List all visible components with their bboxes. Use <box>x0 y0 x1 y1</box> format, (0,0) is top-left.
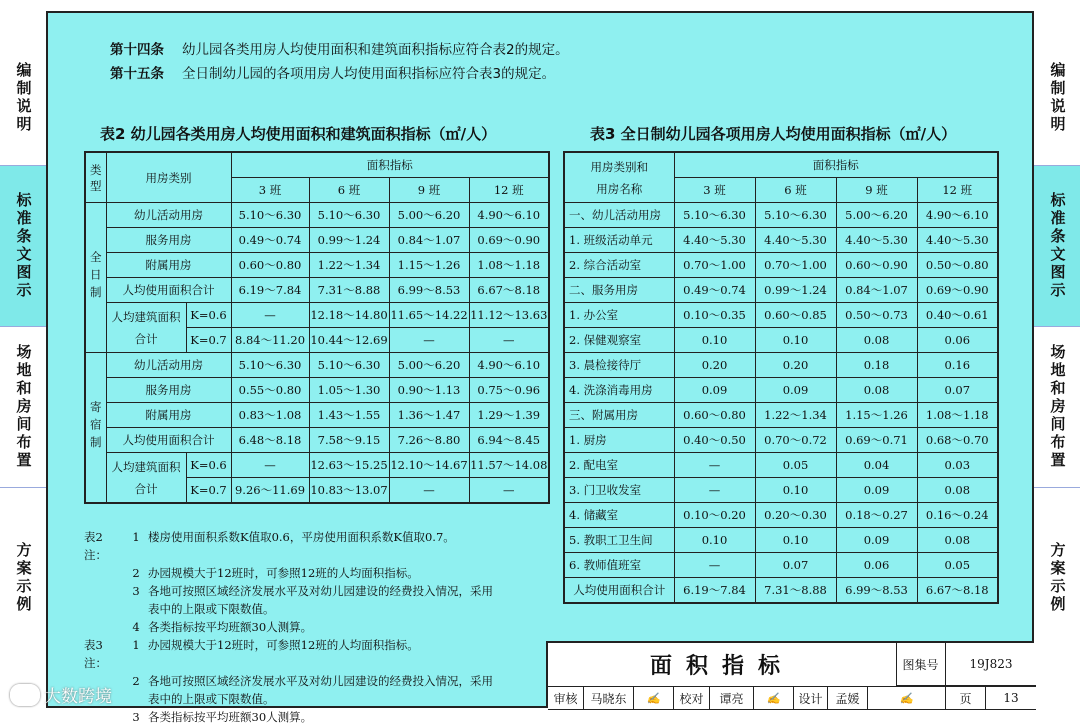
table3-value-cell: 0.06 <box>836 553 917 578</box>
page-number: 13 <box>986 686 1036 710</box>
table2-value-cell: 5.10～6.30 <box>231 203 309 228</box>
table3-value-cell: 0.40～0.61 <box>917 303 998 328</box>
table2-value-cell: 0.55～0.80 <box>231 378 309 403</box>
table-row <box>85 453 549 478</box>
checker-signature: ✍ <box>754 686 794 710</box>
table-row <box>564 353 998 378</box>
table3-value-cell: 5.00～6.20 <box>836 203 917 228</box>
table3-room-name: 3. 门卫收发室 <box>564 478 674 503</box>
sidebar-tab-site-layout[interactable]: 场地和房间布置 <box>14 344 33 470</box>
table3-value-cell: 0.20～0.30 <box>755 503 836 528</box>
table3-room-name: 3. 晨检接待厅 <box>564 353 674 378</box>
table3-value-cell: 0.08 <box>836 378 917 403</box>
note-line <box>84 564 563 582</box>
table2-value-cell: 5.10～6.30 <box>309 353 389 378</box>
table2-value-cell: 1.29～1.39 <box>469 403 549 428</box>
table3-room-name: 1. 办公室 <box>564 303 674 328</box>
note-number: 4 <box>132 620 140 634</box>
note-line <box>84 690 563 708</box>
table3-value-cell: 0.99～1.24 <box>755 278 836 303</box>
table3-value-cell: 4.40～5.30 <box>917 228 998 253</box>
table3-value-cell: 4.40～5.30 <box>836 228 917 253</box>
table3-value-cell: 0.18～0.27 <box>836 503 917 528</box>
table3-value-cell: 0.49～0.74 <box>674 278 755 303</box>
table3 <box>563 151 999 604</box>
watermark: 大数跨境 <box>10 682 112 707</box>
table2-value-cell: 7.31～8.88 <box>309 278 389 303</box>
table3-value-cell: 7.31～8.88 <box>755 578 836 604</box>
note-text: 办园规模大于12班时，可参照12班的人均面积指标。 <box>148 638 419 652</box>
sidebar-tab-compilation-right[interactable]: 编制说明 <box>1048 61 1067 134</box>
table2-value-cell: 0.99～1.24 <box>309 228 389 253</box>
title-block <box>546 641 1034 708</box>
table-row <box>564 428 998 453</box>
sidebar-tab-compilation[interactable]: 编制说明 <box>14 61 33 134</box>
note-number: 2 <box>132 566 140 580</box>
table2-value-cell: 12.10～14.67 <box>389 453 469 478</box>
table3-value-cell: 0.69～0.71 <box>836 428 917 453</box>
table3-value-cell: 0.10 <box>755 478 836 503</box>
table2-value-cell: 0.60～0.80 <box>231 253 309 278</box>
table-row <box>85 403 549 428</box>
atlas-number: 19J823 <box>946 643 1036 686</box>
table2-k-value: K=0.7 <box>186 478 231 504</box>
table2-value-cell: 6.67～8.18 <box>469 278 549 303</box>
table2-value-cell: 6.48～8.18 <box>231 428 309 453</box>
table3-value-cell: 0.06 <box>917 328 998 353</box>
table3-value-cell: 5.10～6.30 <box>674 203 755 228</box>
note-line <box>84 708 563 726</box>
table3-room-name: 一、幼儿活动用房 <box>564 203 674 228</box>
table2-value-cell: — <box>389 328 469 353</box>
table3-value-cell: 0.07 <box>755 553 836 578</box>
table2-value-cell: 6.99～8.53 <box>389 278 469 303</box>
table2-caption: 表2 幼儿园各类用房人均使用面积和建筑面积指标（㎡/人） <box>100 125 497 143</box>
design-label: 设计 <box>794 686 828 710</box>
table2-value-cell: — <box>231 453 309 478</box>
table2-value-cell: 7.58～9.15 <box>309 428 389 453</box>
table2-value-cell: 9.26～11.69 <box>231 478 309 504</box>
left-sidebar <box>0 0 46 715</box>
table-row <box>564 303 998 328</box>
table3-class-header: 6 班 <box>755 178 836 203</box>
table3-value-cell: 0.10～0.35 <box>674 303 755 328</box>
atlas-label: 图集号 <box>896 643 946 686</box>
table3-value-cell: 0.20 <box>674 353 755 378</box>
table3-value-cell: 0.20 <box>755 353 836 378</box>
table3-value-cell: 0.18 <box>836 353 917 378</box>
table-row <box>564 528 998 553</box>
table-row <box>85 303 549 328</box>
table2-class-header: 12 班 <box>469 178 549 203</box>
table2-k-value: K=0.6 <box>186 453 231 478</box>
table3-value-cell: 6.67～8.18 <box>917 578 998 604</box>
table3-value-cell: 0.08 <box>917 478 998 503</box>
table3-room-name: 1. 厨房 <box>564 428 674 453</box>
table-row <box>564 203 998 228</box>
table3-value-cell: 0.09 <box>836 528 917 553</box>
table-row <box>564 253 998 278</box>
note-text: 表中的上限或下限数值。 <box>148 602 275 616</box>
note-prefix <box>84 582 124 600</box>
table-row <box>85 278 549 303</box>
table2-value-cell: 4.90～6.10 <box>469 353 549 378</box>
table2-value-cell: 0.90～1.13 <box>389 378 469 403</box>
table3-value-cell: 0.10 <box>755 328 836 353</box>
table2 <box>84 151 550 504</box>
table3-room-name: 二、服务用房 <box>564 278 674 303</box>
table2-room-name: 幼儿活动用房 <box>106 353 231 378</box>
table2-value-cell: 0.83～1.08 <box>231 403 309 428</box>
table2-type-cell: 寄宿制 <box>85 353 106 504</box>
table3-value-cell: 0.70～0.72 <box>755 428 836 453</box>
table3-value-cell: 0.60～0.80 <box>674 403 755 428</box>
table-row <box>564 228 998 253</box>
page-label: 页 <box>946 686 986 710</box>
table2-value-cell: 12.18～14.80 <box>309 303 389 328</box>
table3-room-name: 2. 配电室 <box>564 453 674 478</box>
table3-value-cell: — <box>674 553 755 578</box>
table2-class-header: 3 班 <box>231 178 309 203</box>
table3-value-cell: 0.05 <box>917 553 998 578</box>
table2-value-cell: 8.84～11.20 <box>231 328 309 353</box>
table2-header-room: 用房类别 <box>106 152 231 203</box>
note-text: 表中的上限或下限数值。 <box>148 692 275 706</box>
right-sidebar <box>1034 0 1080 715</box>
watermark-logo-icon <box>10 684 40 706</box>
note-prefix <box>84 618 124 636</box>
table3-header-area: 面积指标 <box>674 152 998 178</box>
note-text: 楼房使用面积系数K值取0.6，平房使用面积系数K值取0.7。 <box>148 530 455 544</box>
table3-value-cell: 0.16 <box>917 353 998 378</box>
note-line <box>84 528 563 564</box>
table2-build-label: 人均建筑面积合计 <box>106 303 186 353</box>
table3-value-cell: 4.90～6.10 <box>917 203 998 228</box>
table2-value-cell: — <box>389 478 469 504</box>
note-line <box>84 636 563 672</box>
sidebar-tab-scheme-examples[interactable]: 方案示例 <box>14 542 33 614</box>
table2-value-cell: 5.10～6.30 <box>309 203 389 228</box>
table3-value-cell: — <box>674 453 755 478</box>
table2-header-area: 面积指标 <box>231 152 549 178</box>
table2-value-cell: 5.10～6.30 <box>231 353 309 378</box>
sidebar-tab-site-layout-right[interactable]: 场地和房间布置 <box>1048 344 1067 470</box>
table2-header-type: 类型 <box>85 152 106 203</box>
table3-value-cell: 0.07 <box>917 378 998 403</box>
table2-room-name: 附属用房 <box>106 253 231 278</box>
note-prefix <box>84 708 124 726</box>
reviewer-signature: ✍ <box>634 686 674 710</box>
note-line <box>84 600 563 618</box>
table-row <box>564 278 998 303</box>
table3-value-cell: 5.10～6.30 <box>755 203 836 228</box>
table2-value-cell: 11.57～14.08 <box>469 453 549 478</box>
table3-room-name: 人均使用面积合计 <box>564 578 674 604</box>
table3-value-cell: 0.08 <box>836 328 917 353</box>
table3-value-cell: 0.40～0.50 <box>674 428 755 453</box>
table2-value-cell: 10.83～13.07 <box>309 478 389 504</box>
table2-value-cell: 1.15～1.26 <box>389 253 469 278</box>
note-number: 1 <box>132 530 140 544</box>
table3-value-cell: 0.10 <box>755 528 836 553</box>
table-row <box>564 328 998 353</box>
table3-value-cell: 0.10～0.20 <box>674 503 755 528</box>
table-row <box>564 553 998 578</box>
table3-value-cell: 0.03 <box>917 453 998 478</box>
table3-value-cell: 1.22～1.34 <box>755 403 836 428</box>
note-line <box>84 582 563 600</box>
table2-build-label: 人均建筑面积合计 <box>106 453 186 504</box>
table2-class-header: 6 班 <box>309 178 389 203</box>
table3-room-name: 三、附属用房 <box>564 403 674 428</box>
note-text: 各类指标按平均班额30人测算。 <box>148 710 313 724</box>
table2-value-cell: 1.05～1.30 <box>309 378 389 403</box>
table2-value-cell: 6.19～7.84 <box>231 278 309 303</box>
note-number: 3 <box>132 584 140 598</box>
table3-class-header: 12 班 <box>917 178 998 203</box>
table3-room-name: 4. 储藏室 <box>564 503 674 528</box>
table2-value-cell: 10.44～12.69 <box>309 328 389 353</box>
note-prefix <box>84 564 124 582</box>
table2-value-cell: 5.00～6.20 <box>389 353 469 378</box>
table3-value-cell: 0.09 <box>755 378 836 403</box>
table3-class-header: 9 班 <box>836 178 917 203</box>
note-number: 1 <box>132 638 140 652</box>
table2-value-cell: — <box>231 303 309 328</box>
table3-value-cell: 0.70～1.00 <box>674 253 755 278</box>
sidebar-tab-scheme-examples-right[interactable]: 方案示例 <box>1048 542 1067 614</box>
table2-value-cell: — <box>469 478 549 504</box>
table3-value-cell: 1.15～1.26 <box>836 403 917 428</box>
table2-value-cell: 1.36～1.47 <box>389 403 469 428</box>
review-label: 审核 <box>548 686 584 710</box>
table3-value-cell: — <box>674 478 755 503</box>
drawing-title: 面积指标 <box>548 643 897 686</box>
table-row <box>85 353 549 378</box>
note-text: 各地可按照区域经济发展水平及对幼儿园建设的经费投入情况，采用 <box>148 584 493 598</box>
table3-value-cell: 0.84～1.07 <box>836 278 917 303</box>
note-line <box>84 618 563 636</box>
table3-value-cell: 0.08 <box>917 528 998 553</box>
table3-value-cell: 0.04 <box>836 453 917 478</box>
table3-value-cell: 0.09 <box>836 478 917 503</box>
table-row <box>564 378 998 403</box>
sidebar-tab-standard-clauses[interactable]: 标准条文图示 <box>0 166 46 326</box>
table2-k-value: K=0.6 <box>186 303 231 328</box>
table2-value-cell: 11.65～14.22 <box>389 303 469 328</box>
table2-k-value: K=0.7 <box>186 328 231 353</box>
table2-value-cell: 5.00～6.20 <box>389 203 469 228</box>
check-label: 校对 <box>674 686 710 710</box>
table2-type-cell: 全日制 <box>85 203 106 353</box>
table3-value-cell: 6.19～7.84 <box>674 578 755 604</box>
designer-signature: ✍ <box>868 686 946 710</box>
note-number: 3 <box>132 710 140 724</box>
table3-value-cell: 0.60～0.90 <box>836 253 917 278</box>
table3-room-name: 2. 综合活动室 <box>564 253 674 278</box>
note-prefix: 表3注： <box>84 638 107 670</box>
table3-value-cell: 0.05 <box>755 453 836 478</box>
table-row <box>85 203 549 228</box>
table2-room-name: 服务用房 <box>106 378 231 403</box>
table-row <box>85 378 549 403</box>
table2-value-cell: 0.49～0.74 <box>231 228 309 253</box>
note-number <box>124 690 148 708</box>
note-number: 2 <box>132 674 140 688</box>
table3-value-cell: 0.69～0.90 <box>917 278 998 303</box>
table3-room-name: 4. 洗涤消毒用房 <box>564 378 674 403</box>
table2-value-cell: 4.90～6.10 <box>469 203 549 228</box>
note-text: 各地可按照区域经济发展水平及对幼儿园建设的经费投入情况，采用 <box>148 674 493 688</box>
table3-value-cell: 0.50～0.73 <box>836 303 917 328</box>
table3-room-name: 6. 教师值班室 <box>564 553 674 578</box>
table3-value-cell: 0.50～0.80 <box>917 253 998 278</box>
table-row <box>564 578 998 604</box>
table3-value-cell: 4.40～5.30 <box>674 228 755 253</box>
table-row <box>85 228 549 253</box>
reviewer-name: 马晓东 <box>584 686 634 710</box>
designer-name: 孟媛 <box>828 686 868 710</box>
sidebar-tab-standard-clauses-right[interactable]: 标准条文图示 <box>1034 166 1080 326</box>
table2-class-header: 9 班 <box>389 178 469 203</box>
table2-value-cell: 1.08～1.18 <box>469 253 549 278</box>
note-prefix: 表2注： <box>84 530 107 562</box>
table-row <box>564 453 998 478</box>
table-row <box>85 428 549 453</box>
table-row <box>85 253 549 278</box>
table3-value-cell: 4.40～5.30 <box>755 228 836 253</box>
checker-name: 谭亮 <box>710 686 754 710</box>
clause-15: 第十五条 全日制幼儿园的各项用房人均使用面积指标应符合表3的规定。 <box>110 66 556 82</box>
note-text: 各类指标按平均班额30人测算。 <box>148 620 313 634</box>
table2-value-cell: 0.84～1.07 <box>389 228 469 253</box>
table3-class-header: 3 班 <box>674 178 755 203</box>
table3-value-cell: 0.10 <box>674 528 755 553</box>
table-row <box>564 403 998 428</box>
notes-block <box>84 528 563 726</box>
table2-room-name: 人均使用面积合计 <box>106 428 231 453</box>
table2-value-cell: 12.63～15.25 <box>309 453 389 478</box>
table2-room-name: 服务用房 <box>106 228 231 253</box>
table2-room-name: 幼儿活动用房 <box>106 203 231 228</box>
table3-room-name: 5. 教职工卫生间 <box>564 528 674 553</box>
note-number <box>124 600 148 618</box>
table3-caption: 表3 全日制幼儿园各项用房人均使用面积指标（㎡/人） <box>590 125 957 143</box>
table3-value-cell: 0.68～0.70 <box>917 428 998 453</box>
table3-value-cell: 0.70～1.00 <box>755 253 836 278</box>
table3-room-name: 2. 保健观察室 <box>564 328 674 353</box>
clause-14: 第十四条 幼儿园各类用房人均使用面积和建筑面积指标应符合表2的规定。 <box>110 42 569 58</box>
table2-value-cell: 11.12～13.63 <box>469 303 549 328</box>
note-prefix <box>84 600 124 618</box>
table2-room-name: 附属用房 <box>106 403 231 428</box>
table2-value-cell: 0.69～0.90 <box>469 228 549 253</box>
table2-value-cell: 1.43～1.55 <box>309 403 389 428</box>
table2-value-cell: 1.22～1.34 <box>309 253 389 278</box>
table3-room-name: 1. 班级活动单元 <box>564 228 674 253</box>
note-text: 办园规模大于12班时，可参照12班的人均面积指标。 <box>148 566 419 580</box>
table3-value-cell: 0.09 <box>674 378 755 403</box>
table-row <box>564 503 998 528</box>
table2-value-cell: 6.94～8.45 <box>469 428 549 453</box>
table3-value-cell: 0.10 <box>674 328 755 353</box>
table2-value-cell: 7.26～8.80 <box>389 428 469 453</box>
table-row <box>564 478 998 503</box>
table3-value-cell: 0.16～0.24 <box>917 503 998 528</box>
table3-value-cell: 6.99～8.53 <box>836 578 917 604</box>
table3-value-cell: 0.60～0.85 <box>755 303 836 328</box>
table2-room-name: 人均使用面积合计 <box>106 278 231 303</box>
table2-value-cell: 0.75～0.96 <box>469 378 549 403</box>
table3-value-cell: 1.08～1.18 <box>917 403 998 428</box>
table3-header-room: 用房类别和用房名称 <box>564 152 674 203</box>
note-line <box>84 672 563 690</box>
table2-value-cell: — <box>469 328 549 353</box>
